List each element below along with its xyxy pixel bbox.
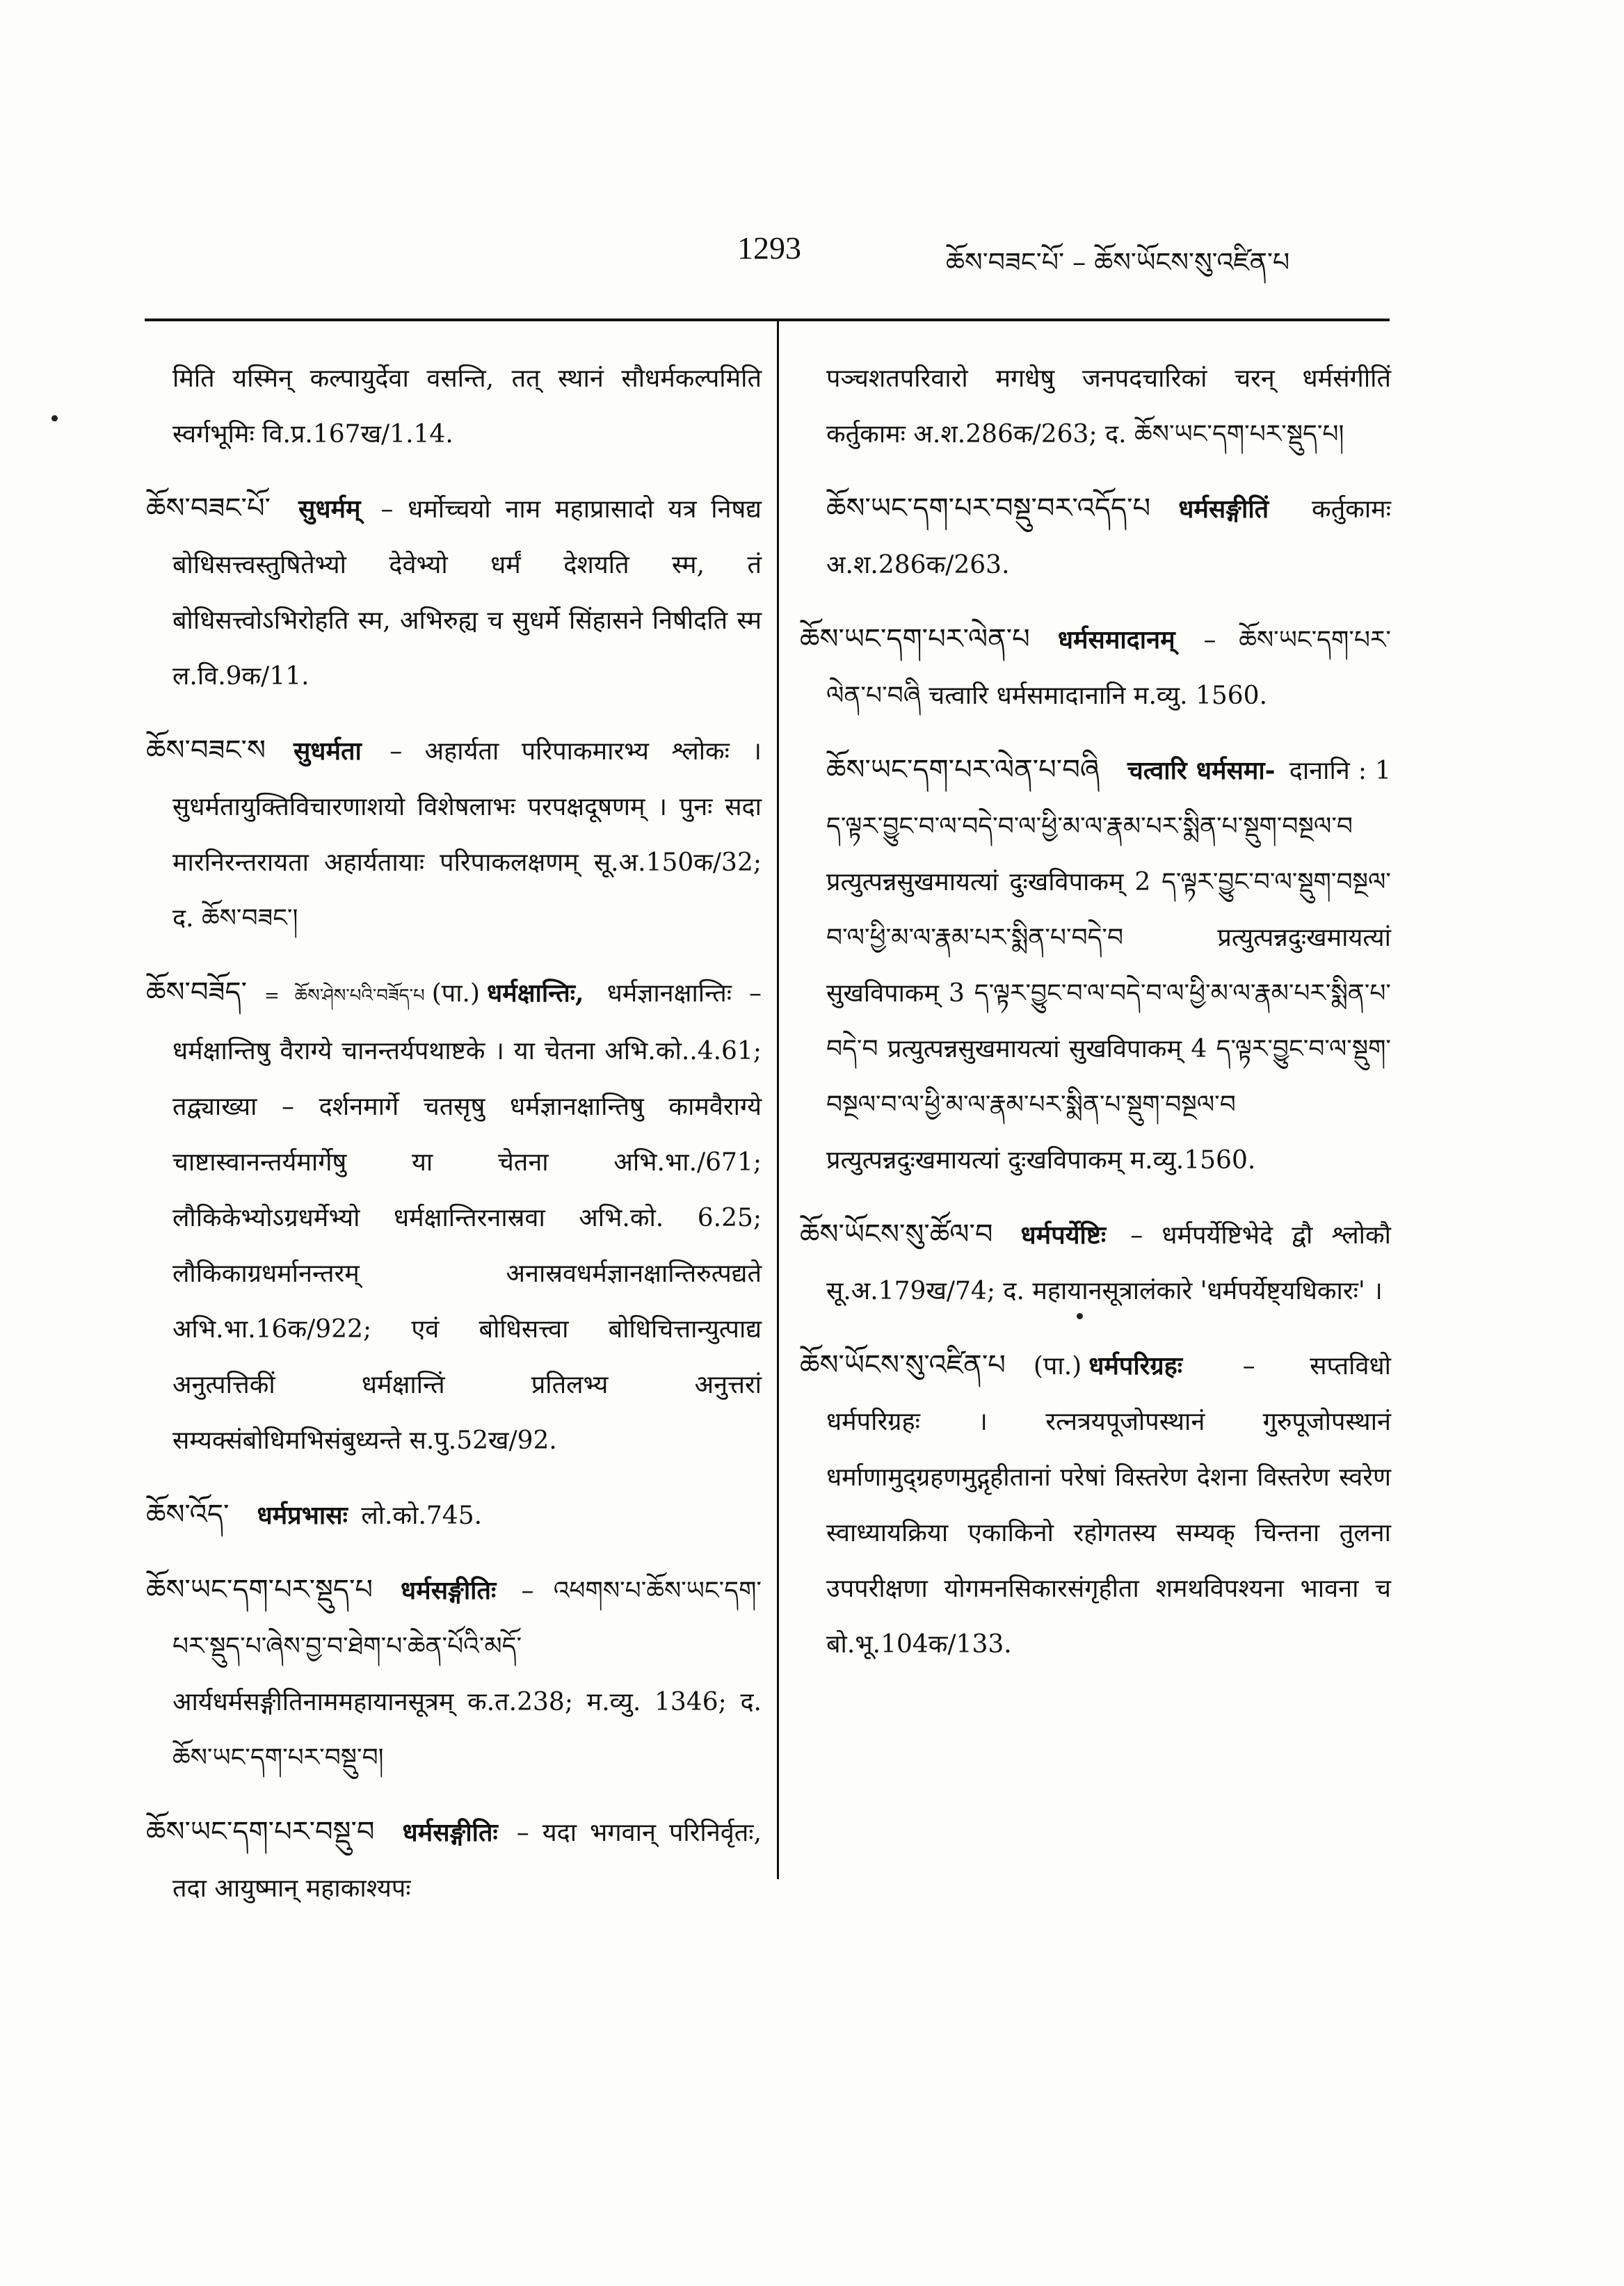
sanskrit-term: चत्वारि धर्मसमा- (1127, 756, 1276, 785)
sanskrit-term: धर्मप्रभासः (257, 1501, 348, 1530)
dictionary-entry (146, 481, 762, 705)
column-divider (777, 321, 779, 1879)
tibetan-headword: ཆོས་ཡང་དག་པར་སྡུད་པ (146, 1574, 373, 1606)
entry-text: लो.को.745. (361, 1502, 483, 1530)
synonym: = ཆོས་ཤེས་པའི་བཟོད་པ (264, 985, 425, 1006)
dictionary-entry (800, 742, 1391, 1189)
dictionary-entry (146, 1804, 762, 1917)
tibetan-headword: ཆོས་འོད་ (146, 1499, 230, 1531)
entry-text: धर्मज्ञानक्षान्तिः – धर्मक्षान्तिषु वैराग्ये चानन्तर्यपथाष्टके । या चेतना अभि.को..4.61; तद्व्याख्या – दर्शनमार्गे चतसृषु धर्मज्ञानक्षान्तिषु कामवैराग्ये चाष्टास्वानन्तर्यमार्गेषु या चेतना अभि.भा./671; लौकिकेभ्योऽग्रधर्मेभ्यो धर्मक्षान्तिरनास्रवा अभि.को. 6.25; लौकिकाग्रधर्मानन्तरम् अनास्रवधर्मज्ञानक्षान्तिरुत्पद्यते अभि.भा.16क/922; एवं बोधिसत्त्वा बोधिचित्तान्युत्पाद्य अनुत्पत्तिकीं धर्मक्षान्तिं प्रतिलभ्य अनुत्तरां सम्यक्संबोधिमभिसंबुध्यन्ते स.पु.52ख/92. (172, 979, 762, 1455)
entry-text: – ཆོས་ཡང་དག་པར་ལེན་པ་བཞི चत्वारि धर्मसमादानानि म.व्यु. 1560. (826, 626, 1391, 710)
dictionary-entry (800, 611, 1391, 724)
running-head: ཆོས་བཟང་པོ་ – ཆོས་ཡོངས་སུ་འཛིན་པ (946, 247, 1290, 277)
grammar-tag: (पा.) (431, 979, 481, 1008)
sanskrit-term: धर्मसङ्गीतिं (1178, 494, 1269, 524)
dictionary-entry (146, 723, 762, 947)
tibetan-headword: ཆོས་བཟང་ས (146, 734, 266, 766)
entry-text: – अहार्यता परिपाकमारभ्य श्लोकः । सुधर्मतायुक्तिविचारणाशयो विशेषलाभः परपक्षदूषणम् । पुनः सदा मारनिरन्तरायता अहार्यतायाः परिपाकलक्षणम् सू.अ.150क/32; द. ཆོས་བཟང་། (172, 737, 762, 933)
entry-text: पञ्चशतपरिवारो मगधेषु जनपदचारिकां चरन् धर्मसंगीतिं कर्तुकामः अ.श.286क/263; द. ཆོས་ཡང་དག་པར་སྡུད་པ། (826, 364, 1391, 449)
sanskrit-term: धर्मपरिग्रहः (1088, 1351, 1183, 1381)
right-column (800, 351, 1391, 1691)
sanskrit-term: सुधर्मम् (298, 494, 361, 524)
entry-text: कर्तुकामः अ.श.286क/263. (826, 495, 1391, 579)
dictionary-entry (800, 1337, 1391, 1673)
entry-text: – यदा भगवान् परिनिर्वृतः, तदा आयुष्मान् महाकाश्यपः (172, 1819, 762, 1903)
tibetan-headword: ཆོས་ཡོངས་སུ་ཚོལ་བ (800, 1218, 993, 1250)
sanskrit-term: धर्मपर्येष्टिः (1020, 1221, 1107, 1250)
entry-text: – सप्तविधो धर्मपरिग्रहः । रत्नत्रयपूजोपस्थानं गुरुपूजोपस्थानं धर्माणामुद्ग्रहणमुद्गृहीतानां परेषां विस्तरेण देशना विस्तरेण स्वरेण स्वाध्यायक्रिया एकाकिनो रहोगतस्य सम्यक् चिन्तना तुलना उपपरीक्षणा योगमनसिकारसंगृहीता शमथविपश्यना भावना च बो.भू.104क/133. (826, 1352, 1391, 1659)
sanskrit-term: सुधर्मता (293, 736, 362, 766)
entry-text: दानानि : 1 ད་ལྟར་བྱུང་བ་ལ་བདེ་བ་ལ་ཕྱི་མ་ལ་རྣམ་པར་སྨིན་པ་སྡུག་བསྔལ་བ प्रत्युत्पन्नसुखमायत्यां दुःखविपाकम् 2 ད་ལྟར་བྱུང་བ་ལ་སྡུག་བསྔལ་བ་ལ་ཕྱི་མ་ལ་རྣམ་པར་སྨིན་པ་བདེ་བ प्रत्युत्पन्नदुःखमायत्यां सुखविपाकम् 3 ད་ལྟར་བྱུང་བ་ལ་བདེ་བ་ལ་ཕྱི་མ་ལ་རྣམ་པར་སྨིན་པ་བདེ་བ प्रत्युत्पन्नसुखमायत्यां सुखविपाकम् 4 ད་ལྟར་བྱུང་བ་ལ་སྡུག་བསྔལ་བ་ལ་ཕྱི་མ་ལ་རྣམ་པར་སྨིན་པ་སྡུག་བསྔལ་བ प्रत्युत्पन्नदुःखमायत्यां दुःखविपाकम् म.व्यु.1560. (826, 757, 1392, 1175)
dictionary-entry (146, 351, 762, 462)
tibetan-headword: ཆོས་བཟང་པོ་ (146, 492, 271, 524)
dictionary-entry (800, 1207, 1391, 1319)
dictionary-entry (800, 351, 1391, 462)
entry-text: – འཕགས་པ་ཆོས་ཡང་དག་པར་སྡུད་པ་ཞེས་བྱ་བ་ཐེག་པ་ཆེན་པོའི་མདོ་ आर्यधर्मसङ्गीतिनाममहायानसूत्रम् क.त.238; म.व्यु. 1346; द. ཆོས་ཡང་དག་པར་བསྡུ་བ། (172, 1577, 762, 1772)
sanskrit-term: धर्मसङ्गीतिः (401, 1576, 497, 1605)
sanskrit-term: धर्मसमादानम् (1057, 625, 1175, 654)
sanskrit-term: धर्मसङ्गीतिः (402, 1818, 498, 1847)
tibetan-headword: ཆོས་ཡོངས་སུ་འཛིན་པ (800, 1349, 1006, 1381)
tibetan-headword: ཆོས་ཡང་དག་པར་བསྡུ་བ (146, 1816, 375, 1848)
grammar-tag: (पा.) (1033, 1352, 1082, 1381)
entry-text: – धर्मपर्येष्टिभेदे द्वौ श्लोकौ सू.अ.179ख/74; द. महायानसूत्रालंकारे 'धर्मपर्येष्ट्यधिकारः' । (826, 1221, 1391, 1305)
left-column (146, 351, 762, 1935)
dictionary-entry (146, 1487, 762, 1544)
page-number: 1293 (737, 230, 801, 266)
tibetan-headword: ཆོས་ཡང་དག་པར་ལེན་པ་བཞི (826, 754, 1100, 786)
dictionary-entry (146, 1562, 762, 1786)
dictionary-entry (146, 965, 762, 1469)
dictionary-entry (800, 481, 1391, 593)
header-rule (145, 319, 1390, 321)
stray-dot (51, 415, 58, 421)
entry-text: मिति यस्मिन् कल्पायुर्देवा वसन्ति, तत् स्थानं सौधर्मकल्पमिति स्वर्गभूमिः वि.प्र.167ख/1.14. (172, 364, 762, 449)
entry-text: – धर्मोच्चयो नाम महाप्रासादो यत्र निषद्य बोधिसत्त्वस्तुषितेभ्यो देवेभ्यो धर्मं देशयति स्म, तं बोधिसत्त्वोऽभिरोहति स्म, अभिरुह्य च सुधर्मे सिंहासने निषीदति स्म ल.वि.9क/11. (172, 495, 762, 691)
sanskrit-term: धर्मक्षान्तिः, (487, 979, 584, 1008)
tibetan-headword: ཆོས་ཡང་དག་པར་བསྡུ་བར་འདོད་པ (826, 492, 1151, 524)
tibetan-headword: ཆོས་བཟོད་ (146, 976, 248, 1008)
tibetan-headword: ཆོས་ཡང་དག་པར་ལེན་པ (800, 623, 1030, 655)
